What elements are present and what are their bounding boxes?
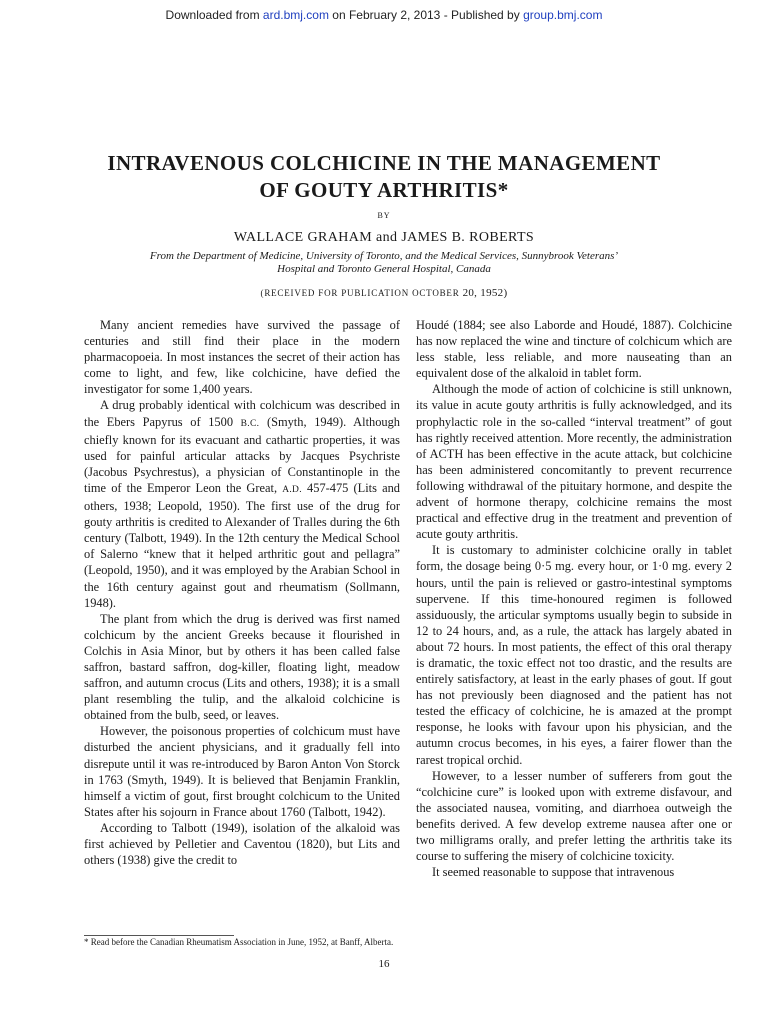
- page-number: 16: [378, 958, 390, 970]
- affiliation: [100, 250, 668, 276]
- text-run: (Smyth, 1949). Although chiefly known for its evacuant and cathartic properties, it was used for painful articular attacks by Jacques Psychriste (Jacobus Psychrestus), a physician of Constantinople in the time of the Emperor Leon the Great,: [84, 414, 400, 495]
- affiliation-line-2: Hospital and Toronto General Hospital, Canada: [277, 263, 491, 275]
- received-label: (RECEIVED FOR PUBLICATION OCTOBER: [260, 288, 460, 298]
- paragraph: According to Talbott (1949), isolation of the alkaloid was first achieved by Pelletier and Caventou (1820), but Lits and others (1938) give the credit to: [84, 820, 400, 868]
- received-date: [0, 287, 768, 299]
- footnote-divider: [84, 935, 234, 936]
- download-middle: on February 2, 2013 - Published by: [328, 8, 524, 22]
- right-column: [416, 317, 732, 880]
- text-run: 457-475 (Lits and others, 1938; Leopold, 1950). The first use of the drug for gouty arthritis is credited to Alexander of Tralles during the 6th century (Talbott, 1949). In the 12th century the Medical School of Salerno “knew that it helped arthritic gout and pellagra” (Leopold, 1950), and it was employed by the Arabian School in the 16th century against gout and rheumatism (Sollmann, 1948).: [84, 480, 400, 610]
- download-notice: [0, 8, 768, 22]
- affiliation-line-1: From the Department of Medicine, University of Toronto, and the Medical Services, Sunnybrook Veterans’: [149, 250, 619, 262]
- paragraph: The plant from which the drug is derived was first named colchicum by the ancient Greeks because it flourished in Colchis in Asia Minor, but by others it has been called false saffron, bastard saffron, dog-killer, floating light, meadow saffron, and autumn crocus (Lits and others, 1938); it is a small plant resembling the tulip, and the alkaloid colchicine is obtained from the bulb, seed, or leaves.: [84, 611, 400, 723]
- paragraph: Although the mode of action of colchicine is still unknown, its value in acute gouty arthritis is fully acknowledged, and its prophylactic role in the so-called “interval treatment” of gout has rightly received attention. More recently, the administration of ACTH has been effective in the acute attack, but colchicine has been administered concomitantly to prevent recurrence following withdrawal of the pituitary hormone, and despite the advent of hormone therapy, colchicine remains the most practical and effective drug in the treatment and prevention of acute gouty arthritis.: [416, 382, 732, 542]
- journal-link[interactable]: ard.bmj.com: [262, 8, 329, 22]
- paragraph: [84, 397, 400, 610]
- bc-abbrev: B.C.: [240, 418, 260, 429]
- paragraph: Houdé (1884; see also Laborde and Houdé, 1887). Colchicine has now replaced the wine and tincture of colchicum which are less stable, less reliable, and more nauseating than an equivalent dose of the alkaloid in tablet form.: [416, 318, 732, 381]
- byline-by: BY: [377, 211, 391, 220]
- paragraph: It is customary to administer colchicine orally in tablet form, the dosage being 0·5 mg. every hour, or 1·0 mg. every 2 hours, until the pain is relieved or gastro-intestinal symptoms supervene. If this time-honoured regimen is followed assiduously, the articular symptoms usually begin to subside in 12 to 24 hours, and, as a rule, the attack has largely abated in about 72 hours. In most patients, the effect of this oral therapy is dramatic, the toxic effect not too drastic, and the results are entirely satisfactory, at least in the early phases of gout. If gout has not previously been diagnosed and the patient has not tested the efficacy of colchicine, he is amazed at the prompt response, he looks with favour upon his physician, and the autumn crocus becomes, in his eyes, a fairer flower than the rarest tropical orchid.: [416, 543, 732, 767]
- title-line-1: INTRAVENOUS COLCHICINE IN THE MANAGEMENT: [107, 151, 661, 175]
- text-run: A drug probably identical with colchicum was described in the Ebers Papyrus of 1500: [84, 398, 400, 429]
- group-link[interactable]: group.bmj.com: [523, 8, 603, 22]
- title-line-2: OF GOUTY ARTHRITIS*: [259, 178, 509, 202]
- received-date-value: 20, 1952): [459, 287, 508, 299]
- download-prefix: Downloaded from: [165, 8, 263, 22]
- article-title: [60, 150, 708, 204]
- left-column: [84, 317, 400, 868]
- footnote: * Read before the Canadian Rheumatism Association in June, 1952, at Banff, Alberta.: [84, 937, 394, 947]
- authors: WALLACE GRAHAM and JAMES B. ROBERTS: [233, 230, 535, 245]
- ad-abbrev: A.D.: [282, 484, 302, 495]
- paragraph: It seemed reasonable to suppose that intravenous: [432, 865, 675, 880]
- paragraph: However, to a lesser number of sufferers from gout the “colchicine cure” is looked upon with extreme disfavour, and the associated nausea, vomiting, and diarrhoea outweigh the benefits derived. A few develop extreme nausea after one or two milligrams orally, and prefer letting the arthritis take its course to suffering the misery of colchicine toxicity.: [416, 768, 732, 864]
- paragraph: However, the poisonous properties of colchicum must have disturbed the ancient physicians, and it gradually fell into disrepute until it was re-introduced by Baron Anton Von Storck in 1763 (Smyth, 1949). It is believed that Benjamin Franklin, himself a victim of gout, first brought colchicum to the United States after his sojourn in France about 1760 (Talbott, 1942).: [84, 724, 400, 819]
- paragraph: Many ancient remedies have survived the passage of centuries and still find their place in the modern pharmacopoeia. In most instances the secret of their action has come to light, and few, like colchicine, have defied the investigator for some 1,400 years.: [84, 318, 400, 397]
